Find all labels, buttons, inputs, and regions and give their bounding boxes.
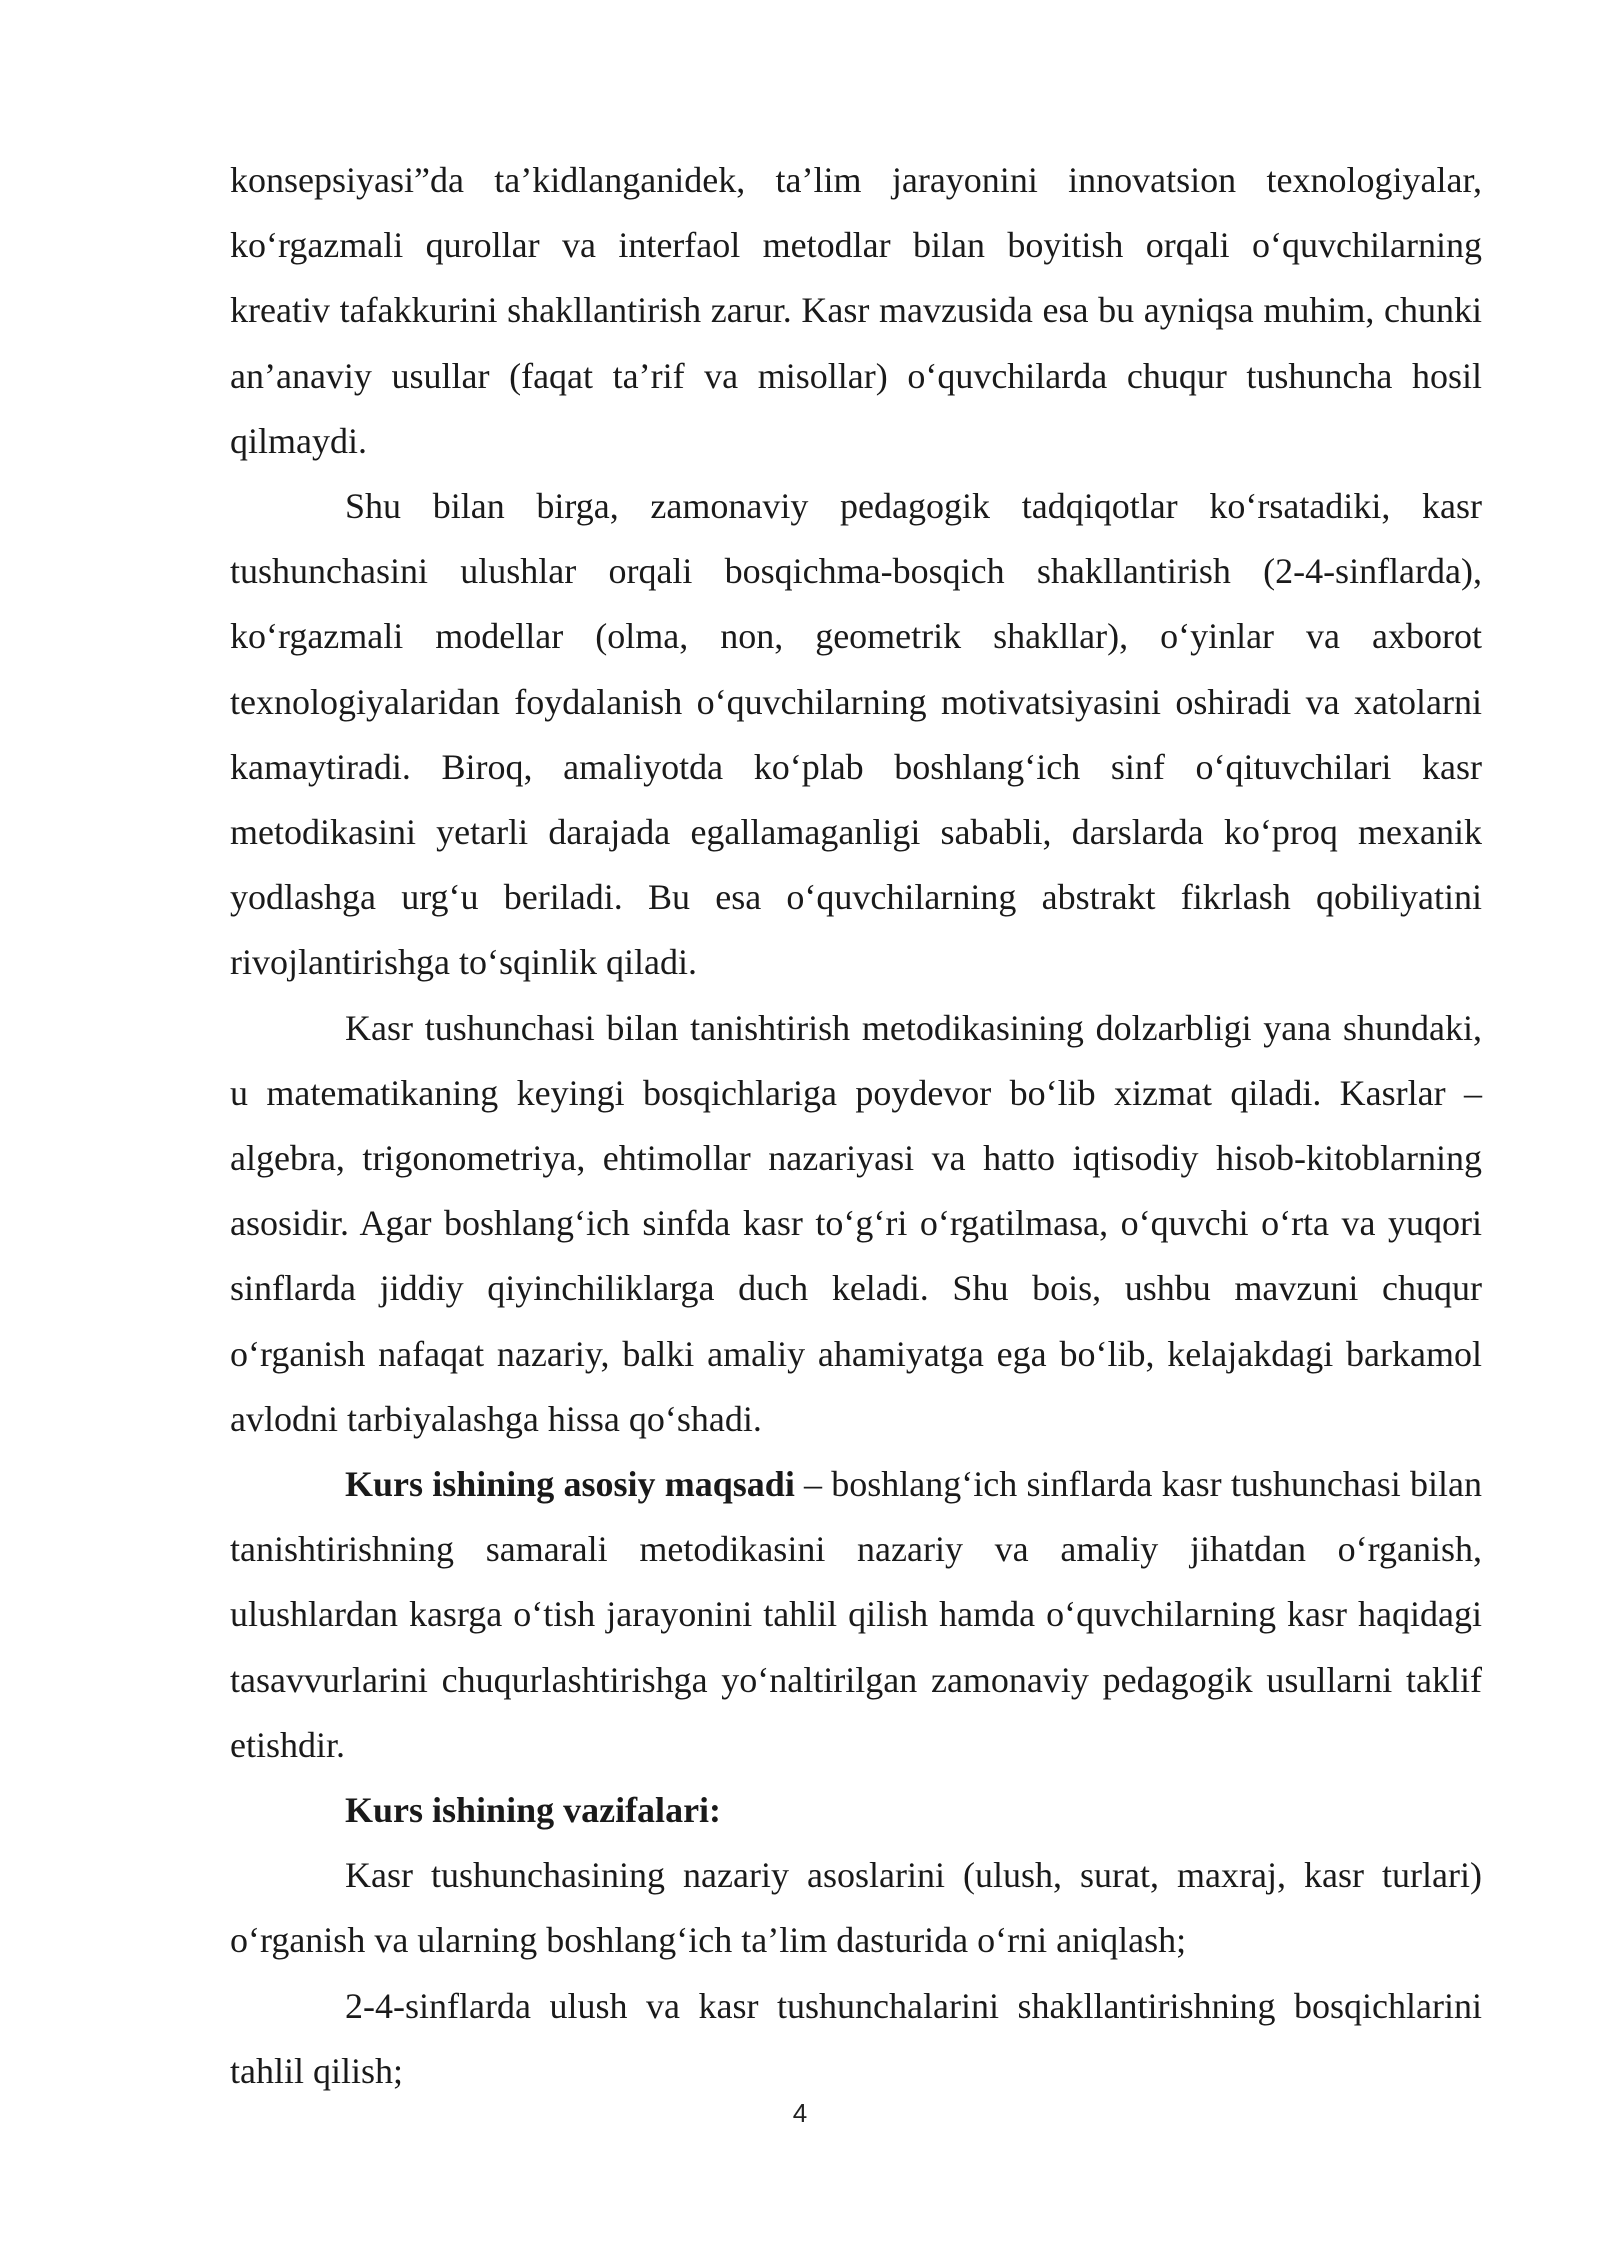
- paragraph-1: konsepsiyasi”da ta’kidlanganidek, ta’lim jarayonini innovatsion texnologiyalar, ko‘rgazmali qurollar va interfaol metodlar bilan boyitish orqali o‘quvchilarning kreativ tafakkurini shakllantirish zarur. Kasr mavzusida esa bu ayniqsa muhim, chunki an’anaviy usullar (faqat ta’rif va misollar) o‘quvchilarda chuqur tushuncha hosil qilmaydi.: [230, 160, 1482, 461]
- goal-lead: Kurs ishining asosiy maqsadi: [345, 1464, 795, 1505]
- task-item-2: 2-4-sinflarda ulush va kasr tushunchalarini shakllantirishning bosqichlarini tahlil qilish;: [230, 1985, 1482, 2091]
- page-number: 4: [792, 2098, 808, 2128]
- paragraph-goal: [230, 1452, 1482, 1778]
- body-text: [230, 148, 1482, 2104]
- task-item-1: Kasr tushunchasining nazariy asoslarini (ulush, surat, maxraj, kasr turlari) o‘rganish va ularning boshlang‘ich ta’lim dasturida o‘rni aniqlash;: [230, 1855, 1482, 1961]
- goal-text: – boshlang‘ich sinflarda kasr tushunchasi bilan tanishtirishning samarali metodikasini nazariy va amaliy jihatdan o‘rganish, ulushlardan kasrga o‘tish jarayonini tahlil qilish hamda o‘quvchilarning kasr haqidagi tasavvurlarini chuqurlashtirishga yo‘naltirilgan zamonaviy pedagogik usullarni taklif etishdir.: [230, 1464, 1482, 1765]
- paragraph-3: Kasr tushunchasi bilan tanishtirish metodikasining dolzarbligi yana shundaki, u matematikaning keyingi bosqichlariga poydevor bo‘lib xizmat qiladi. Kasrlar – algebra, trigonometriya, ehtimollar nazariyasi va hatto iqtisodiy hisob-kitoblarning asosidir. Agar boshlang‘ich sinfda kasr to‘g‘ri o‘rgatilmasa, o‘quvchi o‘rta va yuqori sinflarda jiddiy qiyinchiliklarga duch keladi. Shu bois, ushbu mavzuni chuqur o‘rganish nafaqat nazariy, balki amaliy ahamiyatga ega bo‘lib, kelajakdagi barkamol avlodni tarbiyalashga hissa qo‘shadi.: [230, 1007, 1482, 1439]
- tasks-heading: Kurs ishining vazifalari:: [345, 1790, 722, 1831]
- paragraph-2: Shu bilan birga, zamonaviy pedagogik tadqiqotlar ko‘rsatadiki, kasr tushunchasini ulushlar orqali bosqichma-bosqich shakllantirish (2-4-sinflarda), ko‘rgazmali modellar (olma, non, geometrik shakllar), o‘yinlar va axborot texnologiyalaridan foydalanish o‘quvchilarning motivatsiyasini oshiradi va xatolarni kamaytiradi. Biroq, amaliyotda ko‘plab boshlang‘ich sinf o‘qituvchilari kasr metodikasini yetarli darajada egallamaganligi sababli, darslarda ko‘proq mexanik yodlashga urg‘u beriladi. Bu esa o‘quvchilarning abstrakt fikrlash qobiliyatini rivojlantirishga to‘sqinlik qiladi.: [230, 486, 1482, 983]
